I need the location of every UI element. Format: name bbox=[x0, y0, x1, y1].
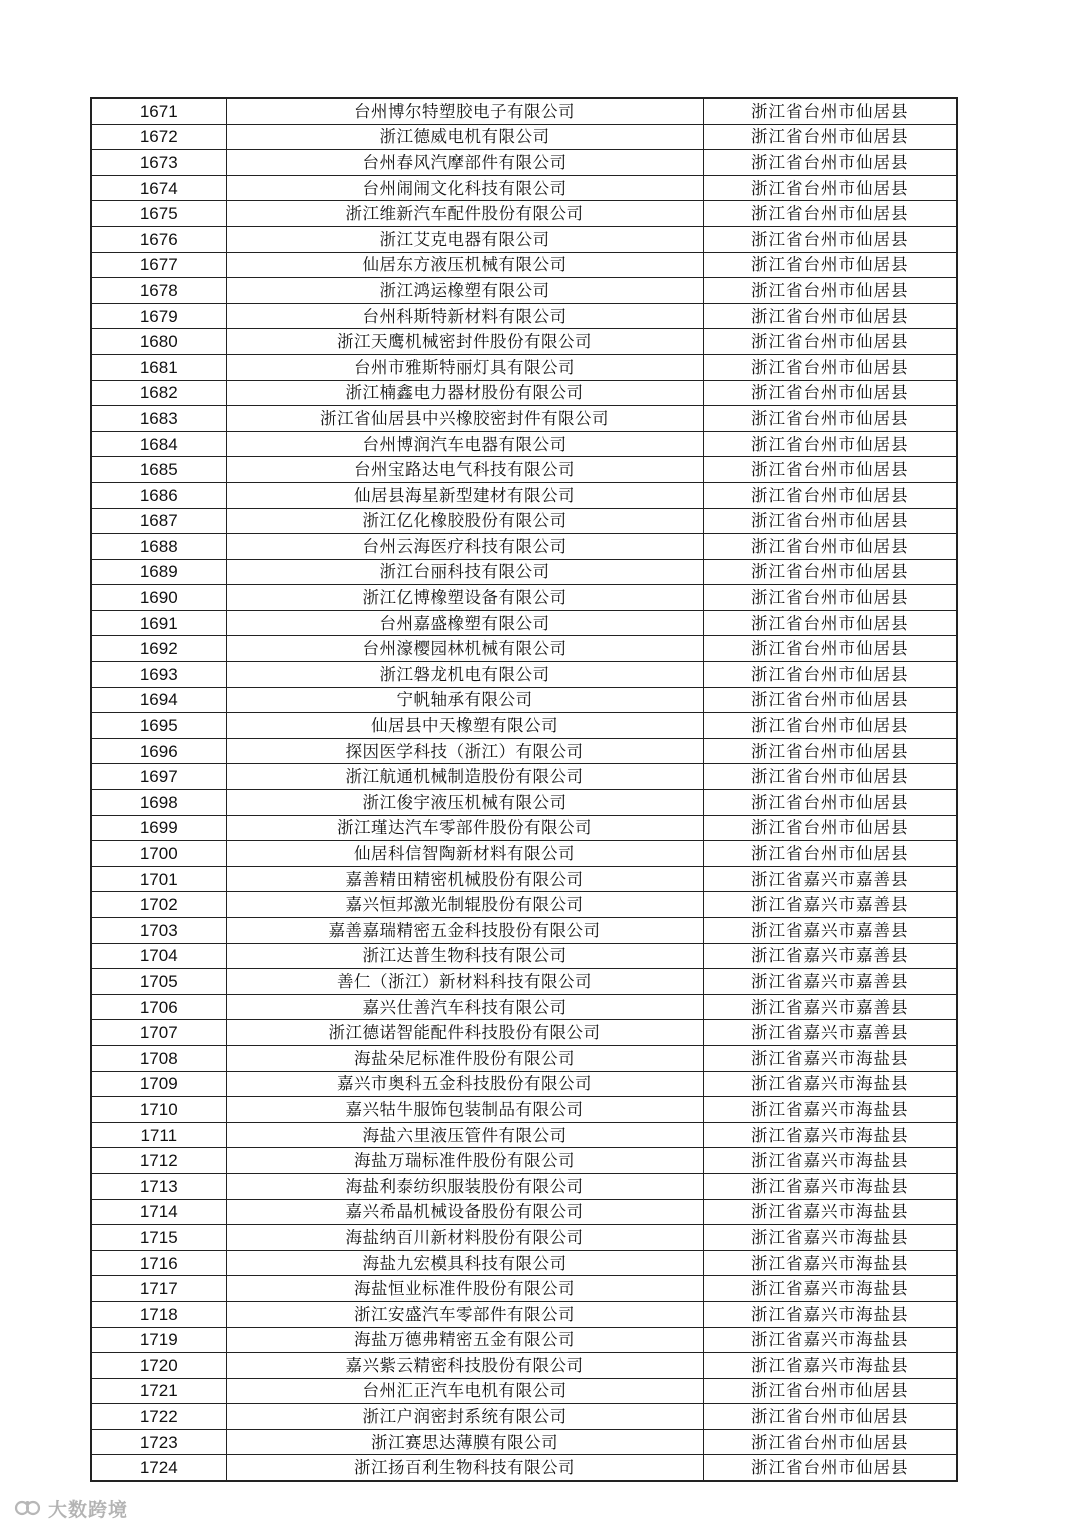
table-row bbox=[91, 610, 957, 636]
row-number-cell: 1703 bbox=[91, 918, 226, 944]
company-name-cell: 海盐纳百川新材料股份有限公司 bbox=[226, 1225, 703, 1251]
company-name-cell: 台州科斯特新材料有限公司 bbox=[226, 303, 703, 329]
row-number-cell: 1699 bbox=[91, 815, 226, 841]
table-row bbox=[91, 354, 957, 380]
table-row bbox=[91, 866, 957, 892]
location-cell: 浙江省嘉兴市海盐县 bbox=[703, 1250, 957, 1276]
row-number-cell: 1704 bbox=[91, 943, 226, 969]
row-number-cell: 1680 bbox=[91, 329, 226, 355]
table-row bbox=[91, 1276, 957, 1302]
row-number-cell: 1700 bbox=[91, 841, 226, 867]
company-name-cell: 台州博尔特塑胶电子有限公司 bbox=[226, 98, 703, 124]
table-row bbox=[91, 226, 957, 252]
table-row bbox=[91, 1301, 957, 1327]
row-number-cell: 1701 bbox=[91, 866, 226, 892]
row-number-cell: 1724 bbox=[91, 1455, 226, 1481]
row-number-cell: 1694 bbox=[91, 687, 226, 713]
company-name-cell: 浙江达普生物科技有限公司 bbox=[226, 943, 703, 969]
table-row bbox=[91, 1097, 957, 1123]
table-row bbox=[91, 636, 957, 662]
row-number-cell: 1721 bbox=[91, 1378, 226, 1404]
location-cell: 浙江省台州市仙居县 bbox=[703, 534, 957, 560]
table-row bbox=[91, 1148, 957, 1174]
location-cell: 浙江省台州市仙居县 bbox=[703, 354, 957, 380]
row-number-cell: 1692 bbox=[91, 636, 226, 662]
location-cell: 浙江省嘉兴市嘉善县 bbox=[703, 918, 957, 944]
company-name-cell: 嘉善嘉瑞精密五金科技股份有限公司 bbox=[226, 918, 703, 944]
row-number-cell: 1712 bbox=[91, 1148, 226, 1174]
table-row bbox=[91, 1429, 957, 1455]
row-number-cell: 1723 bbox=[91, 1429, 226, 1455]
company-name-cell: 海盐九宏模具科技有限公司 bbox=[226, 1250, 703, 1276]
location-cell: 浙江省嘉兴市海盐县 bbox=[703, 1122, 957, 1148]
location-cell: 浙江省嘉兴市海盐县 bbox=[703, 1148, 957, 1174]
company-name-cell: 海盐朵尼标准件股份有限公司 bbox=[226, 1045, 703, 1071]
company-name-cell: 浙江瑾达汽车零部件股份有限公司 bbox=[226, 815, 703, 841]
company-name-cell: 海盐万德弗精密五金有限公司 bbox=[226, 1327, 703, 1353]
table-row bbox=[91, 1045, 957, 1071]
location-cell: 浙江省嘉兴市嘉善县 bbox=[703, 994, 957, 1020]
location-cell: 浙江省嘉兴市海盐县 bbox=[703, 1301, 957, 1327]
row-number-cell: 1686 bbox=[91, 482, 226, 508]
location-cell: 浙江省台州市仙居县 bbox=[703, 201, 957, 227]
company-name-cell: 浙江磐龙机电有限公司 bbox=[226, 662, 703, 688]
company-name-cell: 浙江天鹰机械密封件股份有限公司 bbox=[226, 329, 703, 355]
row-number-cell: 1691 bbox=[91, 610, 226, 636]
location-cell: 浙江省台州市仙居县 bbox=[703, 1404, 957, 1430]
table-row bbox=[91, 508, 957, 534]
company-list-table bbox=[90, 97, 958, 1482]
location-cell: 浙江省台州市仙居县 bbox=[703, 790, 957, 816]
company-name-cell: 仙居科信智陶新材料有限公司 bbox=[226, 841, 703, 867]
company-name-cell: 台州博润汽车电器有限公司 bbox=[226, 431, 703, 457]
location-cell: 浙江省嘉兴市海盐县 bbox=[703, 1353, 957, 1379]
table-row bbox=[91, 662, 957, 688]
row-number-cell: 1720 bbox=[91, 1353, 226, 1379]
location-cell: 浙江省台州市仙居县 bbox=[703, 662, 957, 688]
table-row bbox=[91, 1020, 957, 1046]
row-number-cell: 1684 bbox=[91, 431, 226, 457]
company-name-cell: 浙江艾克电器有限公司 bbox=[226, 226, 703, 252]
row-number-cell: 1702 bbox=[91, 892, 226, 918]
company-name-cell: 浙江安盛汽车零部件有限公司 bbox=[226, 1301, 703, 1327]
company-name-cell: 浙江台丽科技有限公司 bbox=[226, 559, 703, 585]
table-row bbox=[91, 175, 957, 201]
table-row bbox=[91, 457, 957, 483]
company-name-cell: 台州汇正汽车电机有限公司 bbox=[226, 1378, 703, 1404]
company-name-cell: 浙江航通机械制造股份有限公司 bbox=[226, 764, 703, 790]
row-number-cell: 1696 bbox=[91, 738, 226, 764]
row-number-cell: 1672 bbox=[91, 124, 226, 150]
table-row bbox=[91, 150, 957, 176]
location-cell: 浙江省台州市仙居县 bbox=[703, 815, 957, 841]
company-name-cell: 海盐六里液压管件有限公司 bbox=[226, 1122, 703, 1148]
location-cell: 浙江省嘉兴市嘉善县 bbox=[703, 1020, 957, 1046]
row-number-cell: 1709 bbox=[91, 1071, 226, 1097]
table-row bbox=[91, 1071, 957, 1097]
company-name-cell: 浙江户润密封系统有限公司 bbox=[226, 1404, 703, 1430]
company-name-cell: 台州市雅斯特丽灯具有限公司 bbox=[226, 354, 703, 380]
table-row bbox=[91, 406, 957, 432]
table-row bbox=[91, 201, 957, 227]
company-name-cell: 浙江楠鑫电力器材股份有限公司 bbox=[226, 380, 703, 406]
row-number-cell: 1710 bbox=[91, 1097, 226, 1123]
location-cell: 浙江省台州市仙居县 bbox=[703, 841, 957, 867]
row-number-cell: 1717 bbox=[91, 1276, 226, 1302]
table-row bbox=[91, 1173, 957, 1199]
location-cell: 浙江省台州市仙居县 bbox=[703, 610, 957, 636]
table-row bbox=[91, 1225, 957, 1251]
row-number-cell: 1674 bbox=[91, 175, 226, 201]
company-name-cell: 仙居东方液压机械有限公司 bbox=[226, 252, 703, 278]
table-row bbox=[91, 1122, 957, 1148]
table-row bbox=[91, 559, 957, 585]
company-name-cell: 浙江赛思达薄膜有限公司 bbox=[226, 1429, 703, 1455]
table-row bbox=[91, 303, 957, 329]
row-number-cell: 1678 bbox=[91, 278, 226, 304]
company-name-cell: 仙居县海星新型建材有限公司 bbox=[226, 482, 703, 508]
table-row bbox=[91, 380, 957, 406]
company-name-cell: 台州云海医疗科技有限公司 bbox=[226, 534, 703, 560]
location-cell: 浙江省台州市仙居县 bbox=[703, 585, 957, 611]
row-number-cell: 1683 bbox=[91, 406, 226, 432]
table-row bbox=[91, 790, 957, 816]
row-number-cell: 1705 bbox=[91, 969, 226, 995]
row-number-cell: 1706 bbox=[91, 994, 226, 1020]
row-number-cell: 1689 bbox=[91, 559, 226, 585]
table-row bbox=[91, 534, 957, 560]
company-name-cell: 探因医学科技（浙江）有限公司 bbox=[226, 738, 703, 764]
row-number-cell: 1682 bbox=[91, 380, 226, 406]
dashuju-logo-icon bbox=[14, 1497, 42, 1519]
row-number-cell: 1707 bbox=[91, 1020, 226, 1046]
row-number-cell: 1675 bbox=[91, 201, 226, 227]
location-cell: 浙江省台州市仙居县 bbox=[703, 406, 957, 432]
row-number-cell: 1711 bbox=[91, 1122, 226, 1148]
row-number-cell: 1688 bbox=[91, 534, 226, 560]
row-number-cell: 1671 bbox=[91, 98, 226, 124]
location-cell: 浙江省台州市仙居县 bbox=[703, 687, 957, 713]
location-cell: 浙江省台州市仙居县 bbox=[703, 764, 957, 790]
table-row bbox=[91, 892, 957, 918]
company-name-cell: 浙江俊宇液压机械有限公司 bbox=[226, 790, 703, 816]
location-cell: 浙江省嘉兴市海盐县 bbox=[703, 1327, 957, 1353]
location-cell: 浙江省嘉兴市海盐县 bbox=[703, 1071, 957, 1097]
company-name-cell: 台州闹闹文化科技有限公司 bbox=[226, 175, 703, 201]
location-cell: 浙江省嘉兴市海盐县 bbox=[703, 1199, 957, 1225]
location-cell: 浙江省嘉兴市嘉善县 bbox=[703, 892, 957, 918]
location-cell: 浙江省台州市仙居县 bbox=[703, 431, 957, 457]
table-row bbox=[91, 431, 957, 457]
row-number-cell: 1690 bbox=[91, 585, 226, 611]
table-row bbox=[91, 1378, 957, 1404]
table-row bbox=[91, 329, 957, 355]
location-cell: 浙江省台州市仙居县 bbox=[703, 98, 957, 124]
company-name-cell: 嘉善精田精密机械股份有限公司 bbox=[226, 866, 703, 892]
row-number-cell: 1693 bbox=[91, 662, 226, 688]
row-number-cell: 1681 bbox=[91, 354, 226, 380]
row-number-cell: 1687 bbox=[91, 508, 226, 534]
table-row bbox=[91, 841, 957, 867]
company-name-cell: 浙江亿化橡胶股份有限公司 bbox=[226, 508, 703, 534]
company-name-cell: 善仁（浙江）新材料科技有限公司 bbox=[226, 969, 703, 995]
location-cell: 浙江省台州市仙居县 bbox=[703, 1455, 957, 1481]
table-row bbox=[91, 1199, 957, 1225]
location-cell: 浙江省台州市仙居县 bbox=[703, 559, 957, 585]
location-cell: 浙江省嘉兴市海盐县 bbox=[703, 1097, 957, 1123]
location-cell: 浙江省台州市仙居县 bbox=[703, 636, 957, 662]
location-cell: 浙江省台州市仙居县 bbox=[703, 278, 957, 304]
table-row bbox=[91, 687, 957, 713]
company-name-cell: 嘉兴市奥科五金科技股份有限公司 bbox=[226, 1071, 703, 1097]
company-name-cell: 海盐利泰纺织服装股份有限公司 bbox=[226, 1173, 703, 1199]
row-number-cell: 1719 bbox=[91, 1327, 226, 1353]
row-number-cell: 1697 bbox=[91, 764, 226, 790]
company-name-cell: 嘉兴仕善汽车科技有限公司 bbox=[226, 994, 703, 1020]
company-name-cell: 嘉兴牯牛服饰包装制品有限公司 bbox=[226, 1097, 703, 1123]
table-row bbox=[91, 252, 957, 278]
table-row bbox=[91, 482, 957, 508]
company-name-cell: 嘉兴紫云精密科技股份有限公司 bbox=[226, 1353, 703, 1379]
company-name-cell: 海盐万瑞标准件股份有限公司 bbox=[226, 1148, 703, 1174]
watermark-text: 大数跨境 bbox=[48, 1498, 129, 1521]
location-cell: 浙江省台州市仙居县 bbox=[703, 175, 957, 201]
table-row bbox=[91, 713, 957, 739]
row-number-cell: 1698 bbox=[91, 790, 226, 816]
location-cell: 浙江省嘉兴市海盐县 bbox=[703, 1276, 957, 1302]
company-name-cell: 嘉兴恒邦激光制辊股份有限公司 bbox=[226, 892, 703, 918]
row-number-cell: 1716 bbox=[91, 1250, 226, 1276]
table-row bbox=[91, 278, 957, 304]
row-number-cell: 1695 bbox=[91, 713, 226, 739]
location-cell: 浙江省台州市仙居县 bbox=[703, 457, 957, 483]
table-row bbox=[91, 1327, 957, 1353]
location-cell: 浙江省台州市仙居县 bbox=[703, 1429, 957, 1455]
table-row bbox=[91, 969, 957, 995]
company-name-cell: 台州春风汽摩部件有限公司 bbox=[226, 150, 703, 176]
company-name-cell: 浙江省仙居县中兴橡胶密封件有限公司 bbox=[226, 406, 703, 432]
location-cell: 浙江省台州市仙居县 bbox=[703, 303, 957, 329]
location-cell: 浙江省台州市仙居县 bbox=[703, 508, 957, 534]
location-cell: 浙江省台州市仙居县 bbox=[703, 150, 957, 176]
table-row bbox=[91, 918, 957, 944]
company-name-cell: 海盐恒业标准件股份有限公司 bbox=[226, 1276, 703, 1302]
company-name-cell: 浙江亿博橡塑设备有限公司 bbox=[226, 585, 703, 611]
row-number-cell: 1677 bbox=[91, 252, 226, 278]
location-cell: 浙江省嘉兴市海盐县 bbox=[703, 1173, 957, 1199]
company-name-cell: 台州宝路达电气科技有限公司 bbox=[226, 457, 703, 483]
location-cell: 浙江省嘉兴市海盐县 bbox=[703, 1045, 957, 1071]
location-cell: 浙江省嘉兴市嘉善县 bbox=[703, 943, 957, 969]
location-cell: 浙江省台州市仙居县 bbox=[703, 329, 957, 355]
row-number-cell: 1713 bbox=[91, 1173, 226, 1199]
table-row bbox=[91, 124, 957, 150]
table-row bbox=[91, 1353, 957, 1379]
row-number-cell: 1715 bbox=[91, 1225, 226, 1251]
company-name-cell: 仙居县中天橡塑有限公司 bbox=[226, 713, 703, 739]
location-cell: 浙江省台州市仙居县 bbox=[703, 1378, 957, 1404]
table-row bbox=[91, 764, 957, 790]
company-name-cell: 台州嘉盛橡塑有限公司 bbox=[226, 610, 703, 636]
company-name-cell: 宁帆轴承有限公司 bbox=[226, 687, 703, 713]
location-cell: 浙江省台州市仙居县 bbox=[703, 380, 957, 406]
row-number-cell: 1679 bbox=[91, 303, 226, 329]
row-number-cell: 1685 bbox=[91, 457, 226, 483]
company-name-cell: 浙江鸿运橡塑有限公司 bbox=[226, 278, 703, 304]
location-cell: 浙江省台州市仙居县 bbox=[703, 713, 957, 739]
company-name-cell: 浙江扬百利生物科技有限公司 bbox=[226, 1455, 703, 1481]
company-name-cell: 台州濠樱园林机械有限公司 bbox=[226, 636, 703, 662]
table-row bbox=[91, 585, 957, 611]
row-number-cell: 1676 bbox=[91, 226, 226, 252]
location-cell: 浙江省台州市仙居县 bbox=[703, 482, 957, 508]
location-cell: 浙江省嘉兴市嘉善县 bbox=[703, 969, 957, 995]
table-row bbox=[91, 943, 957, 969]
row-number-cell: 1718 bbox=[91, 1301, 226, 1327]
table-row bbox=[91, 98, 957, 124]
watermark bbox=[14, 1495, 128, 1521]
location-cell: 浙江省台州市仙居县 bbox=[703, 252, 957, 278]
company-name-cell: 浙江德诺智能配件科技股份有限公司 bbox=[226, 1020, 703, 1046]
row-number-cell: 1673 bbox=[91, 150, 226, 176]
table-row bbox=[91, 994, 957, 1020]
location-cell: 浙江省嘉兴市海盐县 bbox=[703, 1225, 957, 1251]
table-row bbox=[91, 1250, 957, 1276]
table-row bbox=[91, 1455, 957, 1481]
company-name-cell: 嘉兴希晶机械设备股份有限公司 bbox=[226, 1199, 703, 1225]
company-name-cell: 浙江维新汽车配件股份有限公司 bbox=[226, 201, 703, 227]
row-number-cell: 1722 bbox=[91, 1404, 226, 1430]
table-row bbox=[91, 738, 957, 764]
row-number-cell: 1714 bbox=[91, 1199, 226, 1225]
row-number-cell: 1708 bbox=[91, 1045, 226, 1071]
company-name-cell: 浙江德威电机有限公司 bbox=[226, 124, 703, 150]
location-cell: 浙江省嘉兴市嘉善县 bbox=[703, 866, 957, 892]
table-row bbox=[91, 815, 957, 841]
table-row bbox=[91, 1404, 957, 1430]
location-cell: 浙江省台州市仙居县 bbox=[703, 738, 957, 764]
location-cell: 浙江省台州市仙居县 bbox=[703, 226, 957, 252]
location-cell: 浙江省台州市仙居县 bbox=[703, 124, 957, 150]
